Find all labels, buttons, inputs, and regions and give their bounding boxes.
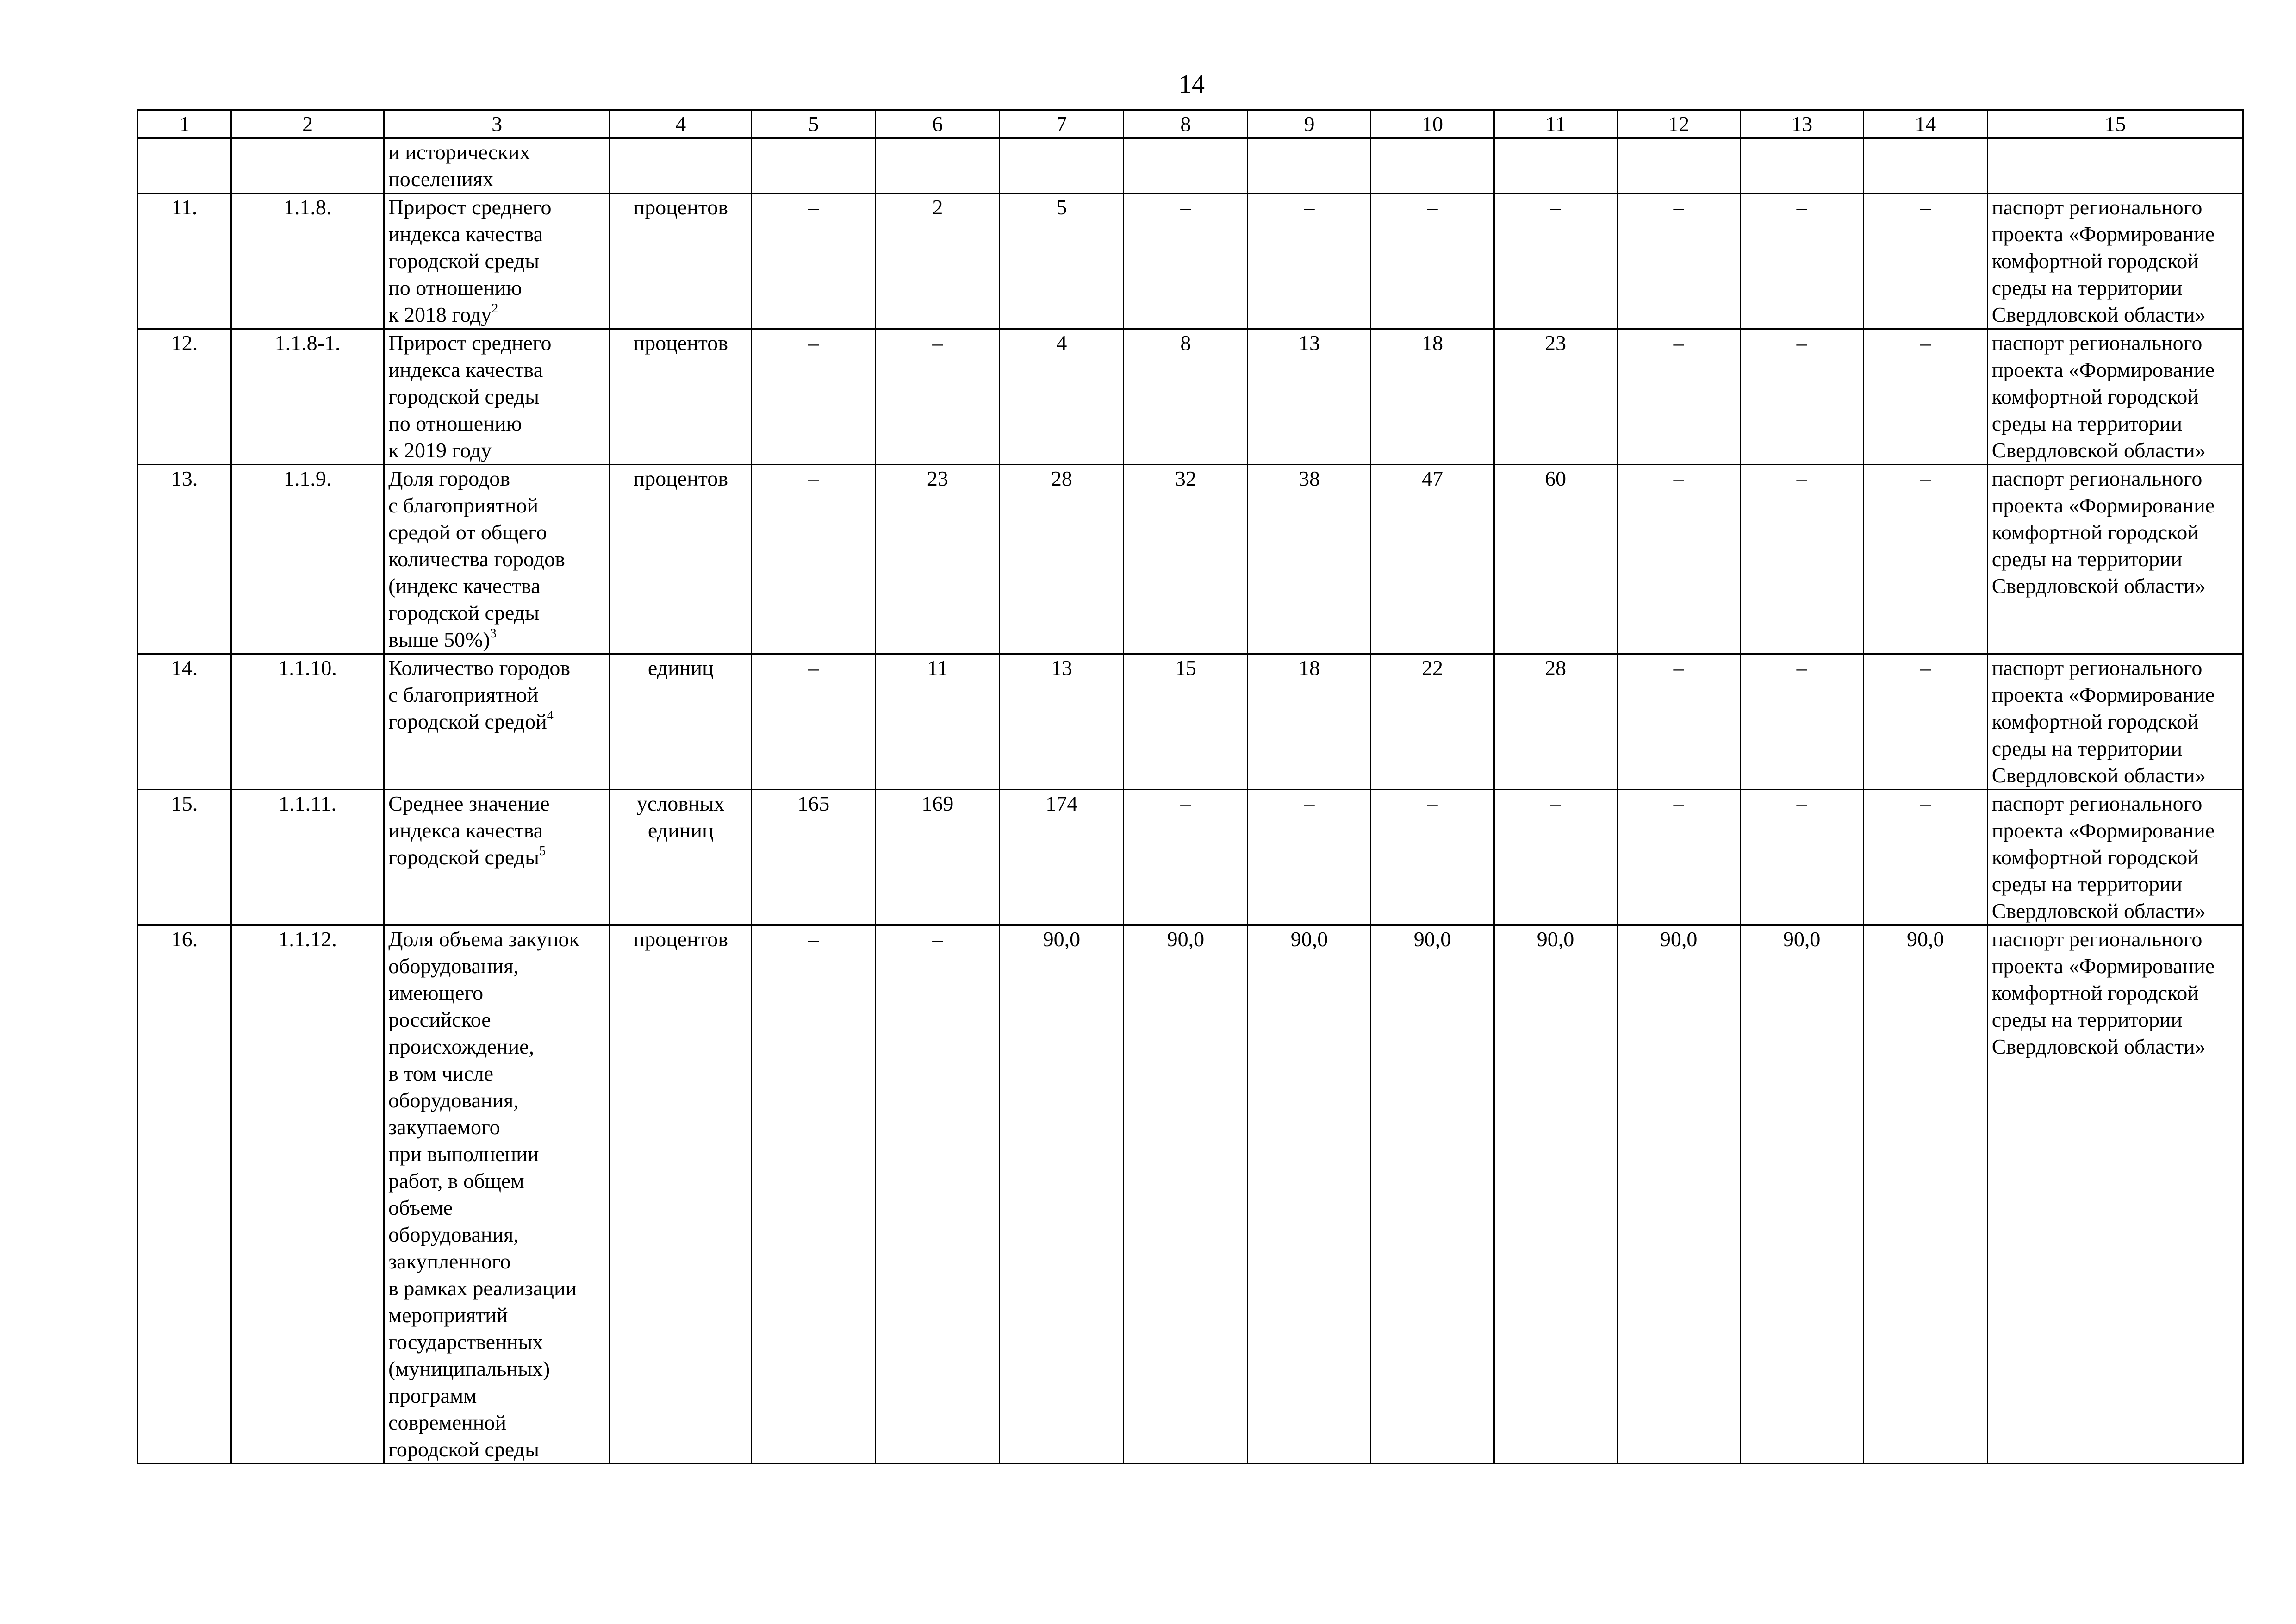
- value-cell: –: [1740, 465, 1863, 654]
- value-cell: –: [1371, 194, 1494, 329]
- value-cell: 13: [1000, 654, 1124, 790]
- value-cell: 2: [876, 194, 1000, 329]
- value-cell: 23: [1494, 329, 1617, 465]
- column-number: 10: [1371, 110, 1494, 138]
- column-number: 14: [1863, 110, 1987, 138]
- column-number: 11: [1494, 110, 1617, 138]
- unit-cell: единиц: [610, 654, 752, 790]
- column-number: 15: [1987, 110, 2243, 138]
- indicator-name-text: и исторических поселениях: [388, 140, 530, 191]
- value-cell: 18: [1371, 329, 1494, 465]
- indicator-code-cell: 1.1.11.: [231, 790, 384, 925]
- row-number-cell: 14.: [138, 654, 231, 790]
- value-cell: –: [876, 925, 1000, 1464]
- value-cell: [1617, 138, 1740, 194]
- footnote-marker: 3: [490, 626, 497, 641]
- value-cell: [1863, 138, 1987, 194]
- column-number: 13: [1740, 110, 1863, 138]
- indicator-code-cell: 1.1.8.: [231, 194, 384, 329]
- value-cell: 11: [876, 654, 1000, 790]
- value-cell: 60: [1494, 465, 1617, 654]
- value-cell: 32: [1124, 465, 1248, 654]
- value-cell: 15: [1124, 654, 1248, 790]
- value-cell: [1124, 138, 1248, 194]
- column-number: 12: [1617, 110, 1740, 138]
- row-number-cell: 12.: [138, 329, 231, 465]
- row-number-cell: 15.: [138, 790, 231, 925]
- value-cell: –: [752, 465, 876, 654]
- indicator-name-cell: [384, 925, 610, 1464]
- value-cell: 90,0: [1494, 925, 1617, 1464]
- value-cell: –: [1863, 465, 1987, 654]
- value-cell: 28: [1000, 465, 1124, 654]
- indicator-name-cell: [384, 329, 610, 465]
- value-cell: –: [1617, 465, 1740, 654]
- table-row: [138, 790, 2243, 925]
- indicator-code-cell: 1.1.9.: [231, 465, 384, 654]
- value-cell: –: [1617, 790, 1740, 925]
- indicator-name-cell: [384, 138, 610, 194]
- row-number-cell: 16.: [138, 925, 231, 1464]
- source-cell: паспорт регионального проекта «Формирование комфортной городской среды на территории Свердловской области»: [1987, 465, 2243, 654]
- value-cell: –: [1617, 654, 1740, 790]
- value-cell: 23: [876, 465, 1000, 654]
- value-cell: 90,0: [1617, 925, 1740, 1464]
- table-row: [138, 194, 2243, 329]
- value-cell: 165: [752, 790, 876, 925]
- value-cell: 90,0: [1863, 925, 1987, 1464]
- indicator-name-cell: [384, 654, 610, 790]
- value-cell: 28: [1494, 654, 1617, 790]
- table-row: [138, 654, 2243, 790]
- source-cell: паспорт регионального проекта «Формирование комфортной городской среды на территории Свердловской области»: [1987, 790, 2243, 925]
- footnote-marker: 2: [492, 301, 498, 316]
- value-cell: [1494, 138, 1617, 194]
- value-cell: 4: [1000, 329, 1124, 465]
- source-cell: паспорт регионального проекта «Формирование комфортной городской среды на территории Свердловской области»: [1987, 925, 2243, 1464]
- value-cell: 47: [1371, 465, 1494, 654]
- table-row: [138, 465, 2243, 654]
- unit-cell: [610, 138, 752, 194]
- value-cell: [876, 138, 1000, 194]
- value-cell: –: [1248, 790, 1371, 925]
- row-number-cell: 11.: [138, 194, 231, 329]
- source-cell: паспорт регионального проекта «Формирование комфортной городской среды на территории Свердловской области»: [1987, 329, 2243, 465]
- source-cell: паспорт регионального проекта «Формирование комфортной городской среды на территории Свердловской области»: [1987, 194, 2243, 329]
- value-cell: –: [1494, 790, 1617, 925]
- value-cell: –: [1740, 790, 1863, 925]
- row-number-cell: 13.: [138, 465, 231, 654]
- indicator-name-text: Прирост среднего индекса качества городской среды по отношению к 2019 году: [388, 331, 552, 462]
- unit-cell: процентов: [610, 194, 752, 329]
- value-cell: –: [1494, 194, 1617, 329]
- value-cell: –: [752, 329, 876, 465]
- value-cell: 174: [1000, 790, 1124, 925]
- value-cell: –: [876, 329, 1000, 465]
- column-number: 7: [1000, 110, 1124, 138]
- source-cell: [1987, 138, 2243, 194]
- value-cell: [1740, 138, 1863, 194]
- value-cell: –: [1863, 790, 1987, 925]
- value-cell: –: [1740, 654, 1863, 790]
- value-cell: –: [1863, 194, 1987, 329]
- table-row: [138, 925, 2243, 1464]
- footnote-marker: 5: [539, 844, 546, 858]
- column-number-row: [138, 110, 2243, 138]
- footnote-marker: 4: [547, 708, 554, 723]
- indicator-name-text: Прирост среднего индекса качества городской среды по отношению к 2018 году: [388, 195, 552, 326]
- value-cell: 5: [1000, 194, 1124, 329]
- column-number: 3: [384, 110, 610, 138]
- unit-cell: процентов: [610, 925, 752, 1464]
- unit-cell: процентов: [610, 465, 752, 654]
- value-cell: 90,0: [1740, 925, 1863, 1464]
- value-cell: 169: [876, 790, 1000, 925]
- column-number: 4: [610, 110, 752, 138]
- table-row: [138, 329, 2243, 465]
- unit-cell: процентов: [610, 329, 752, 465]
- value-cell: –: [752, 925, 876, 1464]
- value-cell: –: [752, 654, 876, 790]
- value-cell: 90,0: [1371, 925, 1494, 1464]
- indicator-name-text: Среднее значение индекса качества городской среды: [388, 792, 550, 869]
- value-cell: 18: [1248, 654, 1371, 790]
- indicators-table: [137, 109, 2244, 1464]
- indicator-code-cell: 1.1.8-1.: [231, 329, 384, 465]
- value-cell: –: [1371, 790, 1494, 925]
- value-cell: –: [1617, 194, 1740, 329]
- value-cell: –: [1124, 790, 1248, 925]
- column-number: 5: [752, 110, 876, 138]
- row-number-cell: [138, 138, 231, 194]
- value-cell: 13: [1248, 329, 1371, 465]
- indicator-code-cell: 1.1.12.: [231, 925, 384, 1464]
- indicator-name-text: Количество городов с благоприятной городской средой: [388, 656, 571, 733]
- table-body: [138, 110, 2243, 1464]
- column-number: 6: [876, 110, 1000, 138]
- column-number: 8: [1124, 110, 1248, 138]
- table-row: [138, 138, 2243, 194]
- indicator-name-cell: [384, 465, 610, 654]
- value-cell: 38: [1248, 465, 1371, 654]
- page-number: 14: [1179, 70, 1205, 99]
- column-number: 9: [1248, 110, 1371, 138]
- value-cell: –: [1124, 194, 1248, 329]
- value-cell: –: [1617, 329, 1740, 465]
- value-cell: 90,0: [1000, 925, 1124, 1464]
- indicator-code-cell: 1.1.10.: [231, 654, 384, 790]
- value-cell: –: [1248, 194, 1371, 329]
- value-cell: [1371, 138, 1494, 194]
- indicator-name-text: Доля городов с благоприятной средой от общего количества городов (индекс качества городской среды выше 50%): [388, 467, 565, 651]
- column-number: 1: [138, 110, 231, 138]
- value-cell: 90,0: [1124, 925, 1248, 1464]
- value-cell: –: [1863, 654, 1987, 790]
- value-cell: –: [1740, 194, 1863, 329]
- indicator-name-cell: [384, 790, 610, 925]
- indicator-name-cell: [384, 194, 610, 329]
- value-cell: [752, 138, 876, 194]
- unit-cell: условных единиц: [610, 790, 752, 925]
- value-cell: –: [1740, 329, 1863, 465]
- indicator-name-text: Доля объема закупок оборудования, имеющего российское происхождение, в том числе оборудования, закупаемого при выполнении работ, в общем объеме оборудования, закупленного в рамках реализации мероприятий государственных (муниципальных) программ современной городской среды: [388, 927, 579, 1461]
- value-cell: –: [752, 194, 876, 329]
- source-cell: паспорт регионального проекта «Формирование комфортной городской среды на территории Свердловской области»: [1987, 654, 2243, 790]
- value-cell: 90,0: [1248, 925, 1371, 1464]
- value-cell: 8: [1124, 329, 1248, 465]
- column-number: 2: [231, 110, 384, 138]
- value-cell: –: [1863, 329, 1987, 465]
- indicator-code-cell: [231, 138, 384, 194]
- value-cell: [1000, 138, 1124, 194]
- value-cell: 22: [1371, 654, 1494, 790]
- value-cell: [1248, 138, 1371, 194]
